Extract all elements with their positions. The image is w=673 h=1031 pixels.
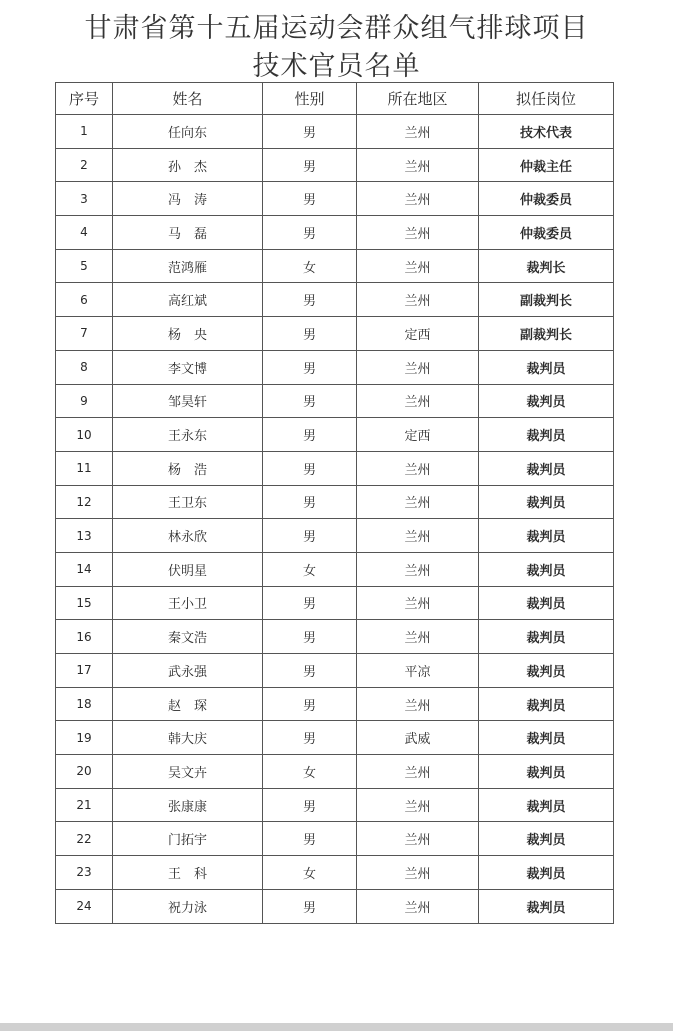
cell-region: 兰州 bbox=[357, 519, 479, 553]
cell-gender: 男 bbox=[263, 384, 357, 418]
cell-index: 7 bbox=[56, 317, 113, 351]
table-body bbox=[56, 115, 614, 924]
cell-name: 杨 央 bbox=[113, 317, 263, 351]
cell-position: 仲裁委员 bbox=[479, 182, 614, 216]
cell-gender: 男 bbox=[263, 788, 357, 822]
cell-index: 1 bbox=[56, 115, 113, 149]
cell-region: 兰州 bbox=[357, 687, 479, 721]
header-name: 姓名 bbox=[113, 83, 263, 115]
cell-gender: 男 bbox=[263, 586, 357, 620]
table-row bbox=[56, 721, 614, 755]
table-row bbox=[56, 889, 614, 923]
cell-region: 兰州 bbox=[357, 485, 479, 519]
table-row bbox=[56, 822, 614, 856]
table-row bbox=[56, 620, 614, 654]
cell-name: 马 磊 bbox=[113, 216, 263, 250]
table-row bbox=[56, 148, 614, 182]
cell-region: 兰州 bbox=[357, 148, 479, 182]
cell-name: 祝力泳 bbox=[113, 889, 263, 923]
table-row bbox=[56, 115, 614, 149]
cell-index: 3 bbox=[56, 182, 113, 216]
cell-gender: 男 bbox=[263, 721, 357, 755]
cell-name: 门拓宇 bbox=[113, 822, 263, 856]
cell-name: 张康康 bbox=[113, 788, 263, 822]
cell-name: 任向东 bbox=[113, 115, 263, 149]
cell-position: 裁判员 bbox=[479, 552, 614, 586]
cell-index: 21 bbox=[56, 788, 113, 822]
cell-region: 兰州 bbox=[357, 384, 479, 418]
cell-gender: 男 bbox=[263, 620, 357, 654]
cell-position: 裁判员 bbox=[479, 620, 614, 654]
cell-position: 裁判员 bbox=[479, 822, 614, 856]
cell-region: 兰州 bbox=[357, 586, 479, 620]
cell-index: 5 bbox=[56, 249, 113, 283]
table-row bbox=[56, 249, 614, 283]
cell-position: 裁判员 bbox=[479, 889, 614, 923]
cell-name: 秦文浩 bbox=[113, 620, 263, 654]
table-row bbox=[56, 350, 614, 384]
cell-index: 14 bbox=[56, 552, 113, 586]
cell-gender: 男 bbox=[263, 115, 357, 149]
cell-index: 11 bbox=[56, 451, 113, 485]
header-gender: 性别 bbox=[263, 83, 357, 115]
cell-region: 兰州 bbox=[357, 889, 479, 923]
cell-index: 23 bbox=[56, 856, 113, 890]
cell-name: 武永强 bbox=[113, 654, 263, 688]
cell-position: 仲裁主任 bbox=[479, 148, 614, 182]
cell-name: 邹昊轩 bbox=[113, 384, 263, 418]
cell-index: 10 bbox=[56, 418, 113, 452]
cell-gender: 女 bbox=[263, 552, 357, 586]
table-row bbox=[56, 317, 614, 351]
cell-region: 兰州 bbox=[357, 755, 479, 789]
cell-name: 王卫东 bbox=[113, 485, 263, 519]
table-row bbox=[56, 687, 614, 721]
cell-region: 兰州 bbox=[357, 451, 479, 485]
cell-index: 13 bbox=[56, 519, 113, 553]
cell-position: 副裁判长 bbox=[479, 317, 614, 351]
cell-gender: 女 bbox=[263, 856, 357, 890]
table-header-row bbox=[56, 83, 614, 115]
cell-region: 兰州 bbox=[357, 182, 479, 216]
cell-position: 裁判员 bbox=[479, 687, 614, 721]
cell-position: 裁判员 bbox=[479, 654, 614, 688]
cell-index: 8 bbox=[56, 350, 113, 384]
cell-position: 裁判员 bbox=[479, 451, 614, 485]
cell-region: 兰州 bbox=[357, 249, 479, 283]
cell-index: 17 bbox=[56, 654, 113, 688]
cell-gender: 男 bbox=[263, 283, 357, 317]
cell-region: 定西 bbox=[357, 317, 479, 351]
cell-index: 16 bbox=[56, 620, 113, 654]
cell-region: 兰州 bbox=[357, 115, 479, 149]
table-row bbox=[56, 418, 614, 452]
cell-region: 兰州 bbox=[357, 620, 479, 654]
cell-index: 22 bbox=[56, 822, 113, 856]
cell-region: 兰州 bbox=[357, 822, 479, 856]
cell-region: 兰州 bbox=[357, 788, 479, 822]
cell-name: 孙 杰 bbox=[113, 148, 263, 182]
cell-index: 19 bbox=[56, 721, 113, 755]
cell-gender: 男 bbox=[263, 485, 357, 519]
officials-table bbox=[55, 82, 614, 924]
cell-name: 王永东 bbox=[113, 418, 263, 452]
table-row bbox=[56, 654, 614, 688]
cell-index: 20 bbox=[56, 755, 113, 789]
cell-position: 裁判长 bbox=[479, 249, 614, 283]
cell-gender: 男 bbox=[263, 350, 357, 384]
cell-gender: 男 bbox=[263, 519, 357, 553]
cell-gender: 男 bbox=[263, 687, 357, 721]
cell-index: 18 bbox=[56, 687, 113, 721]
cell-name: 林永欣 bbox=[113, 519, 263, 553]
cell-name: 冯 涛 bbox=[113, 182, 263, 216]
cell-name: 吴文卉 bbox=[113, 755, 263, 789]
cell-name: 赵 琛 bbox=[113, 687, 263, 721]
table-row bbox=[56, 485, 614, 519]
cell-gender: 女 bbox=[263, 755, 357, 789]
table-row bbox=[56, 586, 614, 620]
cell-gender: 男 bbox=[263, 317, 357, 351]
cell-gender: 男 bbox=[263, 216, 357, 250]
cell-index: 4 bbox=[56, 216, 113, 250]
cell-gender: 男 bbox=[263, 182, 357, 216]
cell-region: 武威 bbox=[357, 721, 479, 755]
cell-gender: 男 bbox=[263, 148, 357, 182]
table-row bbox=[56, 856, 614, 890]
cell-index: 15 bbox=[56, 586, 113, 620]
table-row bbox=[56, 182, 614, 216]
cell-gender: 男 bbox=[263, 451, 357, 485]
table-row bbox=[56, 519, 614, 553]
cell-name: 王小卫 bbox=[113, 586, 263, 620]
header-position: 拟任岗位 bbox=[479, 83, 614, 115]
cell-position: 裁判员 bbox=[479, 856, 614, 890]
table-row bbox=[56, 216, 614, 250]
cell-gender: 男 bbox=[263, 654, 357, 688]
table-row bbox=[56, 384, 614, 418]
cell-name: 王 科 bbox=[113, 856, 263, 890]
cell-region: 定西 bbox=[357, 418, 479, 452]
cell-index: 12 bbox=[56, 485, 113, 519]
cell-region: 兰州 bbox=[357, 552, 479, 586]
table-row bbox=[56, 451, 614, 485]
table-row bbox=[56, 283, 614, 317]
cell-gender: 男 bbox=[263, 889, 357, 923]
cell-gender: 男 bbox=[263, 418, 357, 452]
header-index: 序号 bbox=[56, 83, 113, 115]
cell-position: 裁判员 bbox=[479, 418, 614, 452]
cell-position: 副裁判长 bbox=[479, 283, 614, 317]
cell-region: 兰州 bbox=[357, 856, 479, 890]
table-row bbox=[56, 788, 614, 822]
cell-index: 2 bbox=[56, 148, 113, 182]
cell-name: 范鸿雁 bbox=[113, 249, 263, 283]
cell-position: 裁判员 bbox=[479, 721, 614, 755]
cell-name: 伏明星 bbox=[113, 552, 263, 586]
cell-position: 裁判员 bbox=[479, 788, 614, 822]
cell-index: 6 bbox=[56, 283, 113, 317]
cell-position: 裁判员 bbox=[479, 485, 614, 519]
page-bottom-edge bbox=[0, 1023, 673, 1031]
cell-position: 裁判员 bbox=[479, 384, 614, 418]
cell-name: 李文博 bbox=[113, 350, 263, 384]
cell-position: 裁判员 bbox=[479, 755, 614, 789]
cell-name: 高红斌 bbox=[113, 283, 263, 317]
document-title: 甘肃省第十五届运动会群众组气排球项目 bbox=[84, 13, 589, 44]
cell-gender: 男 bbox=[263, 822, 357, 856]
cell-position: 仲裁委员 bbox=[479, 216, 614, 250]
cell-position: 裁判员 bbox=[479, 586, 614, 620]
cell-position: 裁判员 bbox=[479, 519, 614, 553]
cell-position: 裁判员 bbox=[479, 350, 614, 384]
cell-index: 9 bbox=[56, 384, 113, 418]
cell-name: 韩大庆 bbox=[113, 721, 263, 755]
document-subtitle: 技术官员名单 bbox=[252, 51, 421, 82]
table-row bbox=[56, 755, 614, 789]
header-region: 所在地区 bbox=[357, 83, 479, 115]
table-row bbox=[56, 552, 614, 586]
cell-index: 24 bbox=[56, 889, 113, 923]
cell-region: 兰州 bbox=[357, 350, 479, 384]
cell-region: 兰州 bbox=[357, 283, 479, 317]
cell-name: 杨 浩 bbox=[113, 451, 263, 485]
cell-gender: 女 bbox=[263, 249, 357, 283]
cell-region: 兰州 bbox=[357, 216, 479, 250]
cell-region: 平凉 bbox=[357, 654, 479, 688]
cell-position: 技术代表 bbox=[479, 115, 614, 149]
